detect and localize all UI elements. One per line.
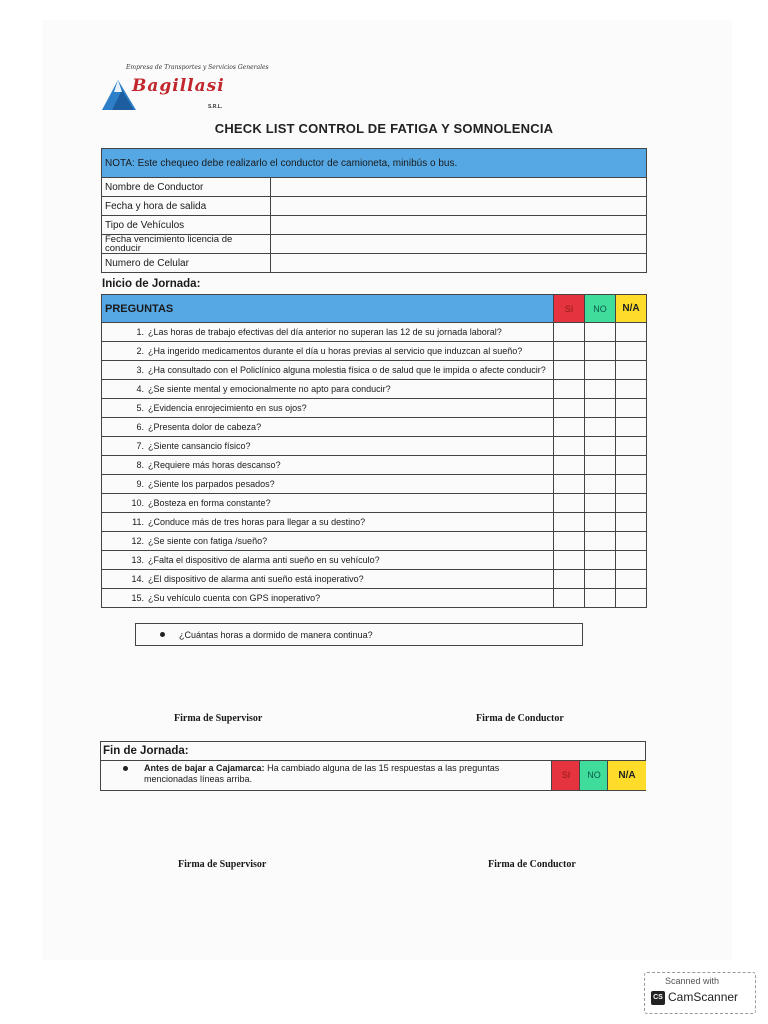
- na-answer-checkbox[interactable]: [616, 342, 647, 361]
- question-text: ¿Presenta dolor de cabeza?: [148, 422, 262, 432]
- question-number: 13.: [131, 555, 144, 565]
- camscanner-icon: CS: [651, 991, 665, 1005]
- phone-number-field[interactable]: [271, 254, 647, 273]
- question-cell: [102, 399, 554, 418]
- questions-table: [101, 294, 647, 608]
- fin-question-bold: Antes de bajar a Cajamarca:: [144, 763, 265, 773]
- question-row: [102, 342, 647, 361]
- si-answer-checkbox[interactable]: [554, 456, 585, 475]
- fin-na-checkbox[interactable]: N/A: [607, 761, 646, 790]
- departure-datetime-field[interactable]: [271, 197, 647, 216]
- question-row: [102, 323, 647, 342]
- question-number: 14.: [131, 574, 144, 584]
- si-answer-checkbox[interactable]: [554, 513, 585, 532]
- question-row: [102, 513, 647, 532]
- question-number: 11.: [132, 517, 144, 527]
- field-label: Nombre de Conductor: [102, 178, 271, 197]
- question-row: [102, 437, 647, 456]
- question-text: ¿Ha ingerido medicamentos durante el día u horas previas al servicio que induzcan al sueño?: [148, 346, 523, 356]
- si-header: SI: [554, 295, 585, 323]
- fin-jornada-section: [100, 741, 646, 791]
- no-answer-checkbox[interactable]: [585, 494, 616, 513]
- logo-suffix: S.R.L.: [208, 104, 223, 110]
- si-answer-checkbox[interactable]: [554, 399, 585, 418]
- na-answer-checkbox[interactable]: [616, 399, 647, 418]
- no-answer-checkbox[interactable]: [585, 361, 616, 380]
- question-row: [102, 418, 647, 437]
- na-answer-checkbox[interactable]: [616, 380, 647, 399]
- field-label: Fecha vencimiento licencia de conducir: [102, 235, 271, 254]
- na-answer-checkbox[interactable]: [616, 361, 647, 380]
- no-header: NO: [585, 295, 616, 323]
- supervisor-signature-label: Firma de Supervisor: [174, 713, 263, 724]
- question-text: ¿Conduce más de tres horas para llegar a su destino?: [148, 517, 366, 527]
- question-number: 1.: [136, 327, 144, 337]
- na-answer-checkbox[interactable]: [616, 551, 647, 570]
- question-row: [102, 532, 647, 551]
- question-cell: [102, 437, 554, 456]
- conductor-signature-label: Firma de Conductor: [488, 859, 576, 870]
- question-text: ¿Su vehículo cuenta con GPS inoperativo?: [148, 593, 321, 603]
- question-row: [102, 570, 647, 589]
- no-answer-checkbox[interactable]: [585, 589, 616, 608]
- info-row: [102, 254, 647, 273]
- question-row: [102, 475, 647, 494]
- question-number: 3.: [136, 365, 144, 375]
- na-answer-checkbox[interactable]: [616, 456, 647, 475]
- na-answer-checkbox[interactable]: [616, 475, 647, 494]
- question-row: [102, 380, 647, 399]
- preguntas-header: PREGUNTAS: [102, 295, 554, 323]
- page-title: CHECK LIST CONTROL DE FATIGA Y SOMNOLENCIA: [214, 121, 554, 136]
- question-text: ¿Las horas de trabajo efectivas del día anterior no superan las 12 de su jornada laboral?: [148, 327, 502, 337]
- question-number: 12.: [131, 536, 144, 546]
- question-row: [102, 589, 647, 608]
- question-text: ¿Falta el dispositivo de alarma anti sueño en su vehículo?: [148, 555, 380, 565]
- scanned-with-text: Scanned with: [665, 976, 720, 986]
- question-cell: [102, 342, 554, 361]
- conductor-signature-label: Firma de Conductor: [476, 713, 564, 724]
- questions-header: [102, 295, 647, 323]
- info-row: [102, 197, 647, 216]
- question-row: [102, 551, 647, 570]
- company-logo: [100, 62, 269, 116]
- si-answer-checkbox[interactable]: [554, 570, 585, 589]
- question-row: [102, 494, 647, 513]
- question-text: ¿Ha consultado con el Policlínico alguna molestia física o de salud que le impida o afecte conducir?: [148, 365, 546, 375]
- na-answer-checkbox[interactable]: [616, 513, 647, 532]
- question-number: 15.: [131, 593, 144, 603]
- driver-name-field[interactable]: [271, 178, 647, 197]
- no-answer-checkbox[interactable]: [585, 513, 616, 532]
- question-cell: [102, 475, 554, 494]
- question-cell: [102, 323, 554, 342]
- question-text: ¿Requiere más horas descanso?: [148, 460, 281, 470]
- question-text: ¿Bosteza en forma constante?: [148, 498, 271, 508]
- question-cell: [102, 589, 554, 608]
- no-answer-checkbox[interactable]: [585, 437, 616, 456]
- note-cell: NOTA: Este chequeo debe realizarlo el conductor de camioneta, minibús o bus.: [102, 149, 647, 178]
- fin-si-checkbox[interactable]: SI: [551, 761, 580, 790]
- question-text: ¿El dispositivo de alarma anti sueño está inoperativo?: [148, 574, 364, 584]
- info-row: [102, 235, 647, 254]
- camscanner-watermark: [644, 972, 756, 1014]
- question-row: [102, 456, 647, 475]
- field-label: Tipo de Vehículos: [102, 216, 271, 235]
- question-number: 8.: [136, 460, 144, 470]
- question-text: ¿Se siente con fatiga /sueño?: [148, 536, 268, 546]
- fin-question: [123, 763, 533, 785]
- driver-info-table: [101, 148, 647, 273]
- hours-question-text: ¿Cuántas horas a dormido de manera continua?: [179, 629, 373, 640]
- bullet-icon: [160, 632, 165, 637]
- no-answer-checkbox[interactable]: [585, 342, 616, 361]
- si-answer-checkbox[interactable]: [554, 475, 585, 494]
- fin-no-checkbox[interactable]: NO: [579, 761, 608, 790]
- na-answer-checkbox[interactable]: [616, 418, 647, 437]
- question-number: 9.: [136, 479, 144, 489]
- logo-brand: Bagillasi: [132, 76, 225, 96]
- question-text: ¿Siente cansancio físico?: [148, 441, 251, 451]
- si-answer-checkbox[interactable]: [554, 532, 585, 551]
- si-answer-checkbox[interactable]: [554, 342, 585, 361]
- na-answer-checkbox[interactable]: [616, 323, 647, 342]
- bullet-icon: [123, 766, 128, 771]
- question-cell: [102, 380, 554, 399]
- question-row: [102, 399, 647, 418]
- supervisor-signature-label: Firma de Supervisor: [178, 859, 267, 870]
- info-row: [102, 178, 647, 197]
- question-cell: [102, 361, 554, 380]
- info-row: [102, 216, 647, 235]
- si-answer-checkbox[interactable]: [554, 380, 585, 399]
- vehicle-type-field[interactable]: [271, 216, 647, 235]
- na-answer-checkbox[interactable]: [616, 570, 647, 589]
- no-answer-checkbox[interactable]: [585, 399, 616, 418]
- no-answer-checkbox[interactable]: [585, 380, 616, 399]
- question-number: 4.: [136, 384, 144, 394]
- question-cell: [102, 532, 554, 551]
- question-cell: [102, 551, 554, 570]
- si-answer-checkbox[interactable]: [554, 437, 585, 456]
- no-answer-checkbox[interactable]: [585, 323, 616, 342]
- question-text: ¿Siente los parpados pesados?: [148, 479, 275, 489]
- no-answer-checkbox[interactable]: [585, 475, 616, 494]
- si-answer-checkbox[interactable]: [554, 418, 585, 437]
- question-cell: [102, 418, 554, 437]
- field-label: Fecha y hora de salida: [102, 197, 271, 216]
- si-answer-checkbox[interactable]: [554, 323, 585, 342]
- logo-tagline: Empresa de Transportes y Servicios Generales: [126, 64, 269, 71]
- hours-slept-question: [135, 623, 583, 646]
- question-number: 2.: [136, 346, 144, 356]
- fin-heading: Fin de Jornada:: [101, 742, 645, 761]
- no-answer-checkbox[interactable]: [585, 570, 616, 589]
- question-row: [102, 361, 647, 380]
- si-answer-checkbox[interactable]: [554, 551, 585, 570]
- question-cell: [102, 494, 554, 513]
- si-answer-checkbox[interactable]: [554, 361, 585, 380]
- fin-question-text: Ha cambiado alguna de las 15 respuestas a las preguntas mencionadas líneas arriba.: [144, 763, 500, 784]
- question-text: ¿Se siente mental y emocionalmente no apto para conducir?: [148, 384, 391, 394]
- camscanner-name: CamScanner: [668, 990, 739, 1004]
- field-label: Numero de Celular: [102, 254, 271, 273]
- na-answer-checkbox[interactable]: [616, 532, 647, 551]
- question-number: 7.: [136, 441, 144, 451]
- question-cell: [102, 570, 554, 589]
- question-number: 6.: [136, 422, 144, 432]
- na-answer-checkbox[interactable]: [616, 589, 647, 608]
- question-cell: [102, 513, 554, 532]
- question-text: ¿Evidencia enrojecimiento en sus ojos?: [148, 403, 307, 413]
- no-answer-checkbox[interactable]: [585, 551, 616, 570]
- si-answer-checkbox[interactable]: [554, 494, 585, 513]
- question-number: 5.: [136, 403, 144, 413]
- question-cell: [102, 456, 554, 475]
- inicio-heading: Inicio de Jornada:: [102, 278, 201, 290]
- na-answer-checkbox[interactable]: [616, 437, 647, 456]
- na-header: N/A: [616, 295, 647, 323]
- no-answer-checkbox[interactable]: [585, 418, 616, 437]
- si-answer-checkbox[interactable]: [554, 589, 585, 608]
- license-expiry-field[interactable]: [271, 235, 647, 254]
- no-answer-checkbox[interactable]: [585, 456, 616, 475]
- na-answer-checkbox[interactable]: [616, 494, 647, 513]
- no-answer-checkbox[interactable]: [585, 532, 616, 551]
- question-number: 10.: [131, 498, 144, 508]
